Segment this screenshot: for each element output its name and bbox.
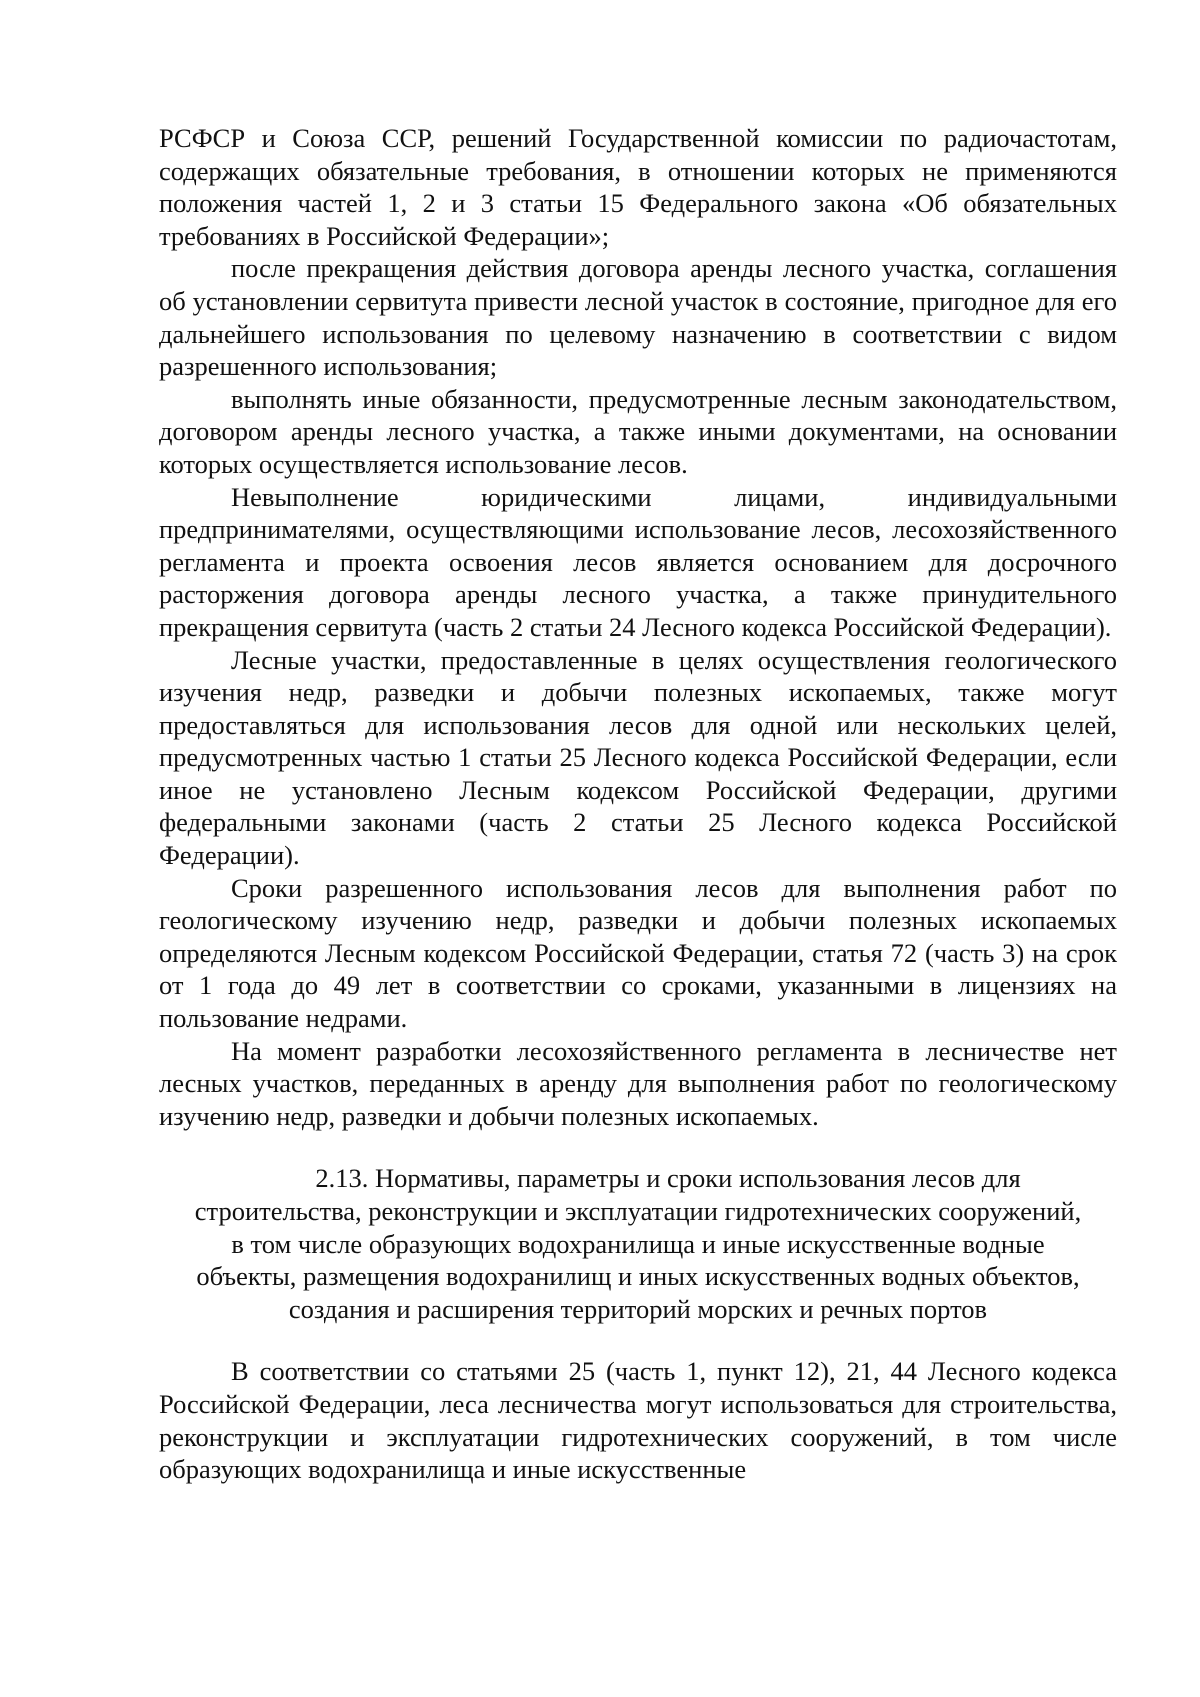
paragraph-geological-plots: Лесные участки, предоставленные в целях осуществления геологического изучения недр, разведки и добычи полезных ископаемых, также могут предоставляться для использования лесов для одной или нескольких целей, предусмотренных частью 1 статьи 25 Лесного кодекса Российской Федерации, если иное не установлено Лесным кодексом Российской Федерации, другими федеральными законами (часть 2 статьи 25 Лесного кодекса Российской Федерации).: [159, 644, 1117, 871]
paragraph-terms: Сроки разрешенного использования лесов для выполнения работ по геологическому изучению недр, разведки и добычи полезных ископаемых определяются Лесным кодексом Российской Федерации, статья 72 (часть 3) на срок от 1 года до 49 лет в соответствии со сроками, указанными в лицензиях на пользование недрами.: [159, 872, 1117, 1034]
heading-line: в том числе образующих водохранилища и иные искусственные водные: [231, 1228, 1045, 1259]
paragraph-no-leases: На момент разработки лесохозяйственного регламента в лесничестве нет лесных участков, переданных в аренду для выполнения работ по геологическому изучению недр, разведки и добычи полезных ископаемых.: [159, 1035, 1117, 1131]
paragraph-hydro-structures: В соответствии со статьями 25 (часть 1, пункт 12), 21, 44 Лесного кодекса Российской Федерации, леса лесничества могут использоваться для строительства, реконструкции и эксплуатации гидротехнических сооружений, в том числе образующих водохранилища и иные искусственные: [159, 1356, 1117, 1485]
paragraph-other-duties: выполнять иные обязанности, предусмотренные лесным законодательством, договором аренды лесного участка, а также иными документами, на основании которых осуществляется использование лесов.: [159, 383, 1117, 479]
section-heading-2-13: [159, 1162, 1117, 1325]
paragraph-restore-plot: после прекращения действия договора аренды лесного участка, соглашения об установлении сервитута привести лесной участок в состояние, пригодное для его дальнейшего использования по целевому назначению в соответствии с видом разрешенного использования;: [159, 253, 1117, 382]
paragraph-continuation: РСФСР и Союза ССР, решений Государственной комиссии по радиочастотам, содержащих обязательные требования, в отношении которых не применяются положения частей 1, 2 и 3 статьи 15 Федерального закона «Об обязательных требованиях в Российской Федерации»;: [159, 123, 1117, 251]
paragraph-non-compliance: Невыполнение юридическими лицами, индивидуальными предпринимателями, осуществляющими использование лесов, лесохозяйственного регламента и проекта освоения лесов является основанием для досрочного расторжения договора аренды лесного участка, а также принудительного прекращения сервитута (часть 2 статьи 24 Лесного кодекса Российской Федерации).: [159, 481, 1117, 642]
document-page: [159, 122, 1117, 1486]
heading-line: объекты, размещения водохранилищ и иных искусственных водных объектов,: [196, 1261, 1080, 1292]
heading-line: 2.13. Нормативы, параметры и сроки использования лесов для: [315, 1163, 1021, 1194]
heading-line: создания и расширения территорий морских и речных портов: [288, 1293, 988, 1324]
heading-line: строительства, реконструкции и эксплуатации гидротехнических сооружений,: [194, 1196, 1082, 1226]
